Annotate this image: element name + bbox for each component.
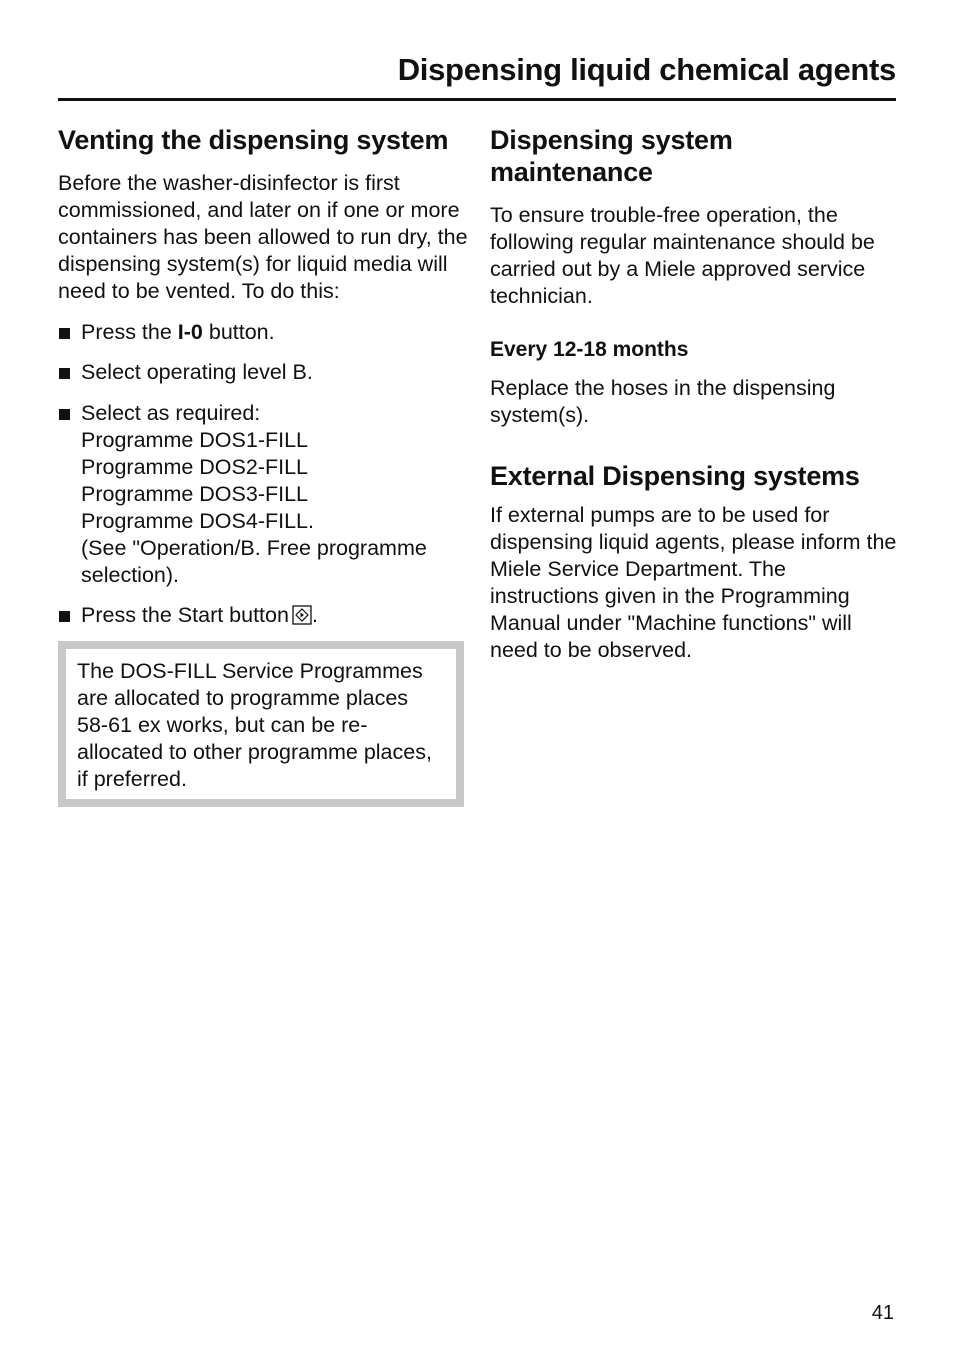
interval-heading: Every 12-18 months: [490, 338, 689, 361]
venting-steps: [58, 319, 468, 632]
step-line: Programme DOS3-FILL: [81, 482, 309, 506]
interval-text: Replace the hoses in the dispensing system(s).: [490, 376, 836, 427]
note-text: The DOS-FILL Service Programmes are allocated to programme places 58-61 ex works, but can be re-allocated to other programme places, if preferred.: [77, 659, 432, 791]
square-bullet-icon: [59, 368, 70, 379]
step-text-part: .: [311, 603, 318, 627]
square-bullet-icon: [59, 409, 70, 420]
step-line: Programme DOS1-FILL: [81, 428, 309, 452]
step-item: [58, 319, 468, 346]
button-name: I-0: [177, 320, 203, 344]
step-text-part: Press the Start button: [81, 603, 289, 627]
maintenance-heading: Dispensing system maintenance: [490, 125, 733, 187]
step-text-part: Press the: [81, 320, 178, 344]
step-text: [81, 400, 468, 589]
left-column: [58, 124, 468, 807]
step-item: [58, 359, 468, 386]
step-line: Programme DOS2-FILL: [81, 455, 309, 479]
maintenance-text: To ensure trouble-free operation, the following regular maintenance should be carried out by a Miele approved service technician.: [490, 203, 875, 308]
step-item: [58, 400, 468, 589]
step-text: [81, 602, 468, 632]
step-item: [58, 602, 468, 632]
step-text: Select operating level B.: [81, 360, 313, 384]
square-bullet-icon: [59, 328, 70, 339]
note-box: [58, 641, 464, 807]
step-text: [81, 319, 468, 346]
external-text: If external pumps are to be used for dispensing liquid agents, please inform the Miele Service Department. The instructions given in the Programming Manual under "Machine functions" will need to be observed.: [490, 503, 897, 662]
step-line: Programme DOS4-FILL.: [81, 509, 314, 533]
step-line: Select as required:: [81, 401, 261, 425]
header-divider: [58, 98, 896, 101]
start-button-icon: [292, 605, 312, 632]
page-title: Dispensing liquid chemical agents: [397, 52, 896, 87]
square-bullet-icon: [59, 611, 70, 622]
right-column: [490, 124, 900, 664]
step-line: (See "Operation/B. Free programme selection).: [81, 536, 427, 587]
venting-heading: Venting the dispensing system: [58, 125, 449, 155]
page-number: 41: [871, 1302, 894, 1324]
venting-intro: Before the washer-disinfector is first commissioned, and later on if one or more containers has been allowed to run dry, the dispensing system(s) for liquid media will need to be vented. To do this:: [58, 171, 468, 303]
step-text-part: button.: [202, 320, 275, 344]
external-heading: External Dispensing systems: [490, 461, 860, 491]
